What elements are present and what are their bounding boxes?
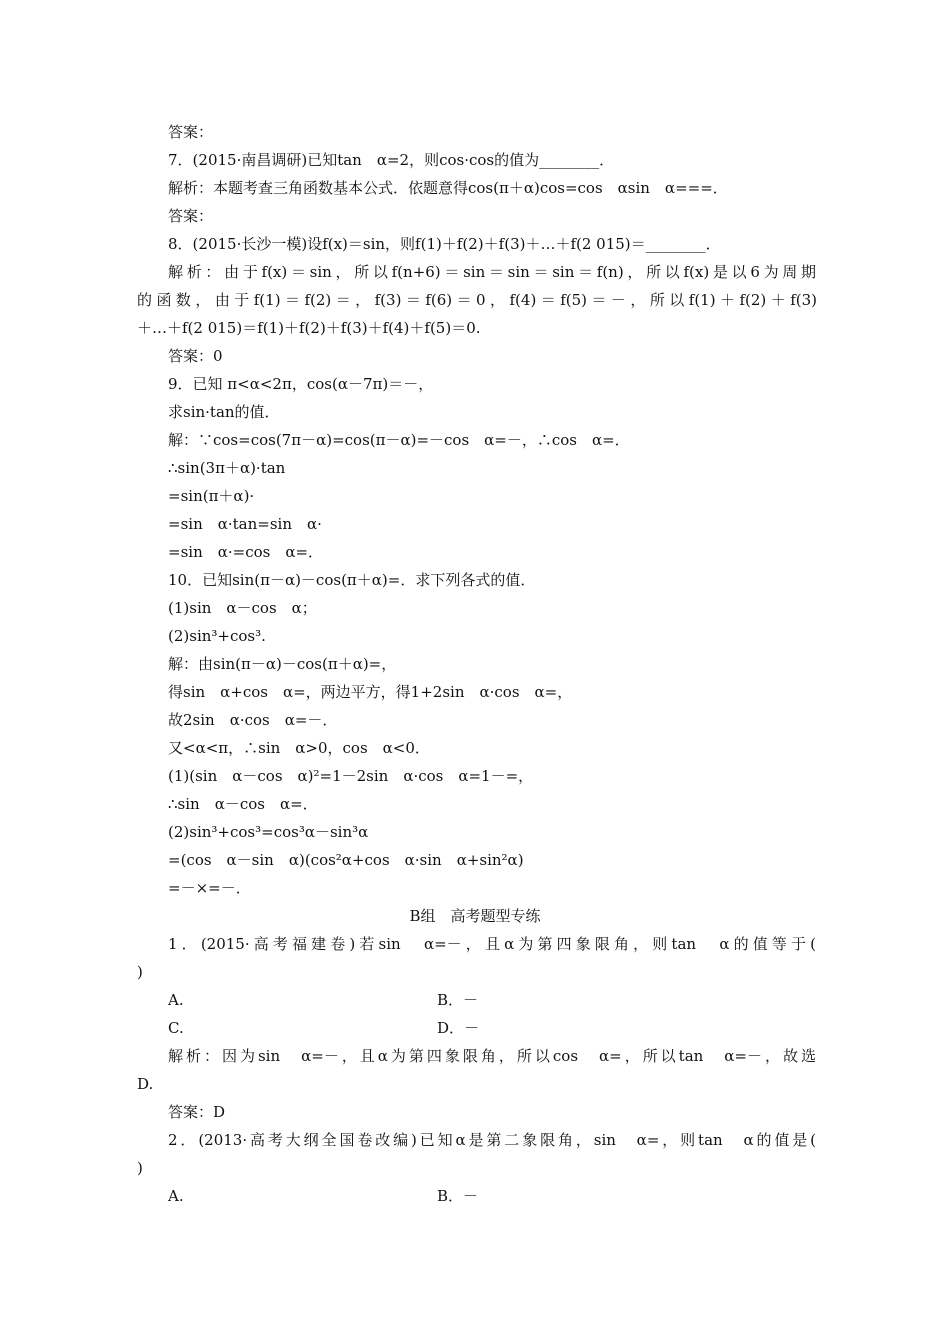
solution-8-line-2: 的函数，由于f(1)＝f(2)＝，f(3)＝f(6)＝0，f(4)＝f(5)＝－，所以f(1)＋f(2)＋f(3) [137,291,817,309]
question-8: 8．(2015·长沙一模)设f(x)＝sin，则f(1)＋f(2)＋f(3)＋…＋f(2 015)＝________． [168,235,721,253]
question-10-part-1: (1)sin α－cos α； [168,599,317,617]
solution-9-line-5: =sin α·=cos α=． [168,543,324,561]
option-a: A. [168,1187,184,1205]
solution-8-line-1: 解析：由于f(x)＝sin，所以f(n+6)＝sin＝sin＝sin＝f(n)，所以f(x)是以6为周期 [168,263,816,281]
question-9-line-2: 求sin·tan的值． [168,403,280,421]
solution-9-line-4: =sin α·tan=sin α· [168,515,322,533]
question-b1: 1．(2015·高考福建卷)若sin α=－，且α为第四象限角，则tan α的值等于( [168,935,816,953]
answer-label: 答案： [168,123,214,141]
question-b1-paren: ) [137,963,143,981]
question-10-part-2: (2)sin³+cos³. [168,627,266,645]
solution-b1-line-2: D. [137,1075,154,1093]
option-b: B．－ [437,1187,479,1205]
solution-10-line-6: ∴sin α－cos α=． [168,795,318,813]
solution-10-line-9: =－×=－． [168,879,251,897]
section-heading: B组 高考题型专练 [409,907,541,925]
options-b1-row-1 [137,990,817,1010]
question-10: 10．已知sin(π－α)－cos(π＋α)=．求下列各式的值． [168,571,536,589]
options-b2-row-1 [137,1186,817,1206]
option-b: B．－ [437,991,479,1009]
solution-10-line-2: 得sin α+cos α=，两边平方，得1+2sin α·cos α=， [168,683,573,701]
solution-9-line-3: =sin(π＋α)· [168,487,255,505]
option-a: A. [168,991,184,1009]
solution-10-line-5: (1)(sin α－cos α)²=1－2sin α·cos α=1－=， [168,767,534,785]
solution-10-line-8: =(cos α－sin α)(cos²α+cos α·sin α+sin²α) [168,851,524,869]
answer-b1: 答案：D [168,1103,226,1121]
solution-9-line-1: 解：∵cos=cos(7π－α)=cos(π－α)=－cos α=－，∴cos α=． [168,431,630,449]
solution-10-line-4: 又<α<π，∴sin α>0，cos α<0． [168,739,430,757]
option-d: D．－ [437,1019,480,1037]
question-b2-paren: ) [137,1159,143,1177]
option-c: C. [168,1019,184,1037]
solution-b1-line-1: 解析：因为sin α=－，且α为第四象限角，所以cos α=，所以tan α=－，故选 [168,1047,816,1065]
solution-10-line-1: 解：由sin(π－α)－cos(π＋α)=， [168,655,397,673]
solution-7: 解析：本题考查三角函数基本公式．依题意得cos(π＋α)cos=cos αsin α===． [168,179,728,197]
solution-8-line-3: ＋…＋f(2 015)＝f(1)＋f(2)＋f(3)＋f(4)＋f(5)＝0. [137,319,481,337]
question-7: 7．(2015·南昌调研)已知tan α=2，则cos·cos的值为________． [168,151,615,169]
answer-label: 答案： [168,207,214,225]
answer-8: 答案：0 [168,347,223,365]
solution-9-line-2: ∴sin(3π＋α)·tan [168,459,286,477]
solution-10-line-3: 故2sin α·cos α=－． [168,711,338,729]
question-b2: 2．(2013·高考大纲全国卷改编)已知α是第二象限角，sin α=，则tan α的值是( [168,1131,816,1149]
solution-10-line-7: (2)sin³+cos³=cos³α－sin³α [168,823,369,841]
question-9: 9．已知 π<α<2π，cos(α－7π)＝－， [168,375,434,393]
options-b1-row-2 [137,1018,817,1038]
